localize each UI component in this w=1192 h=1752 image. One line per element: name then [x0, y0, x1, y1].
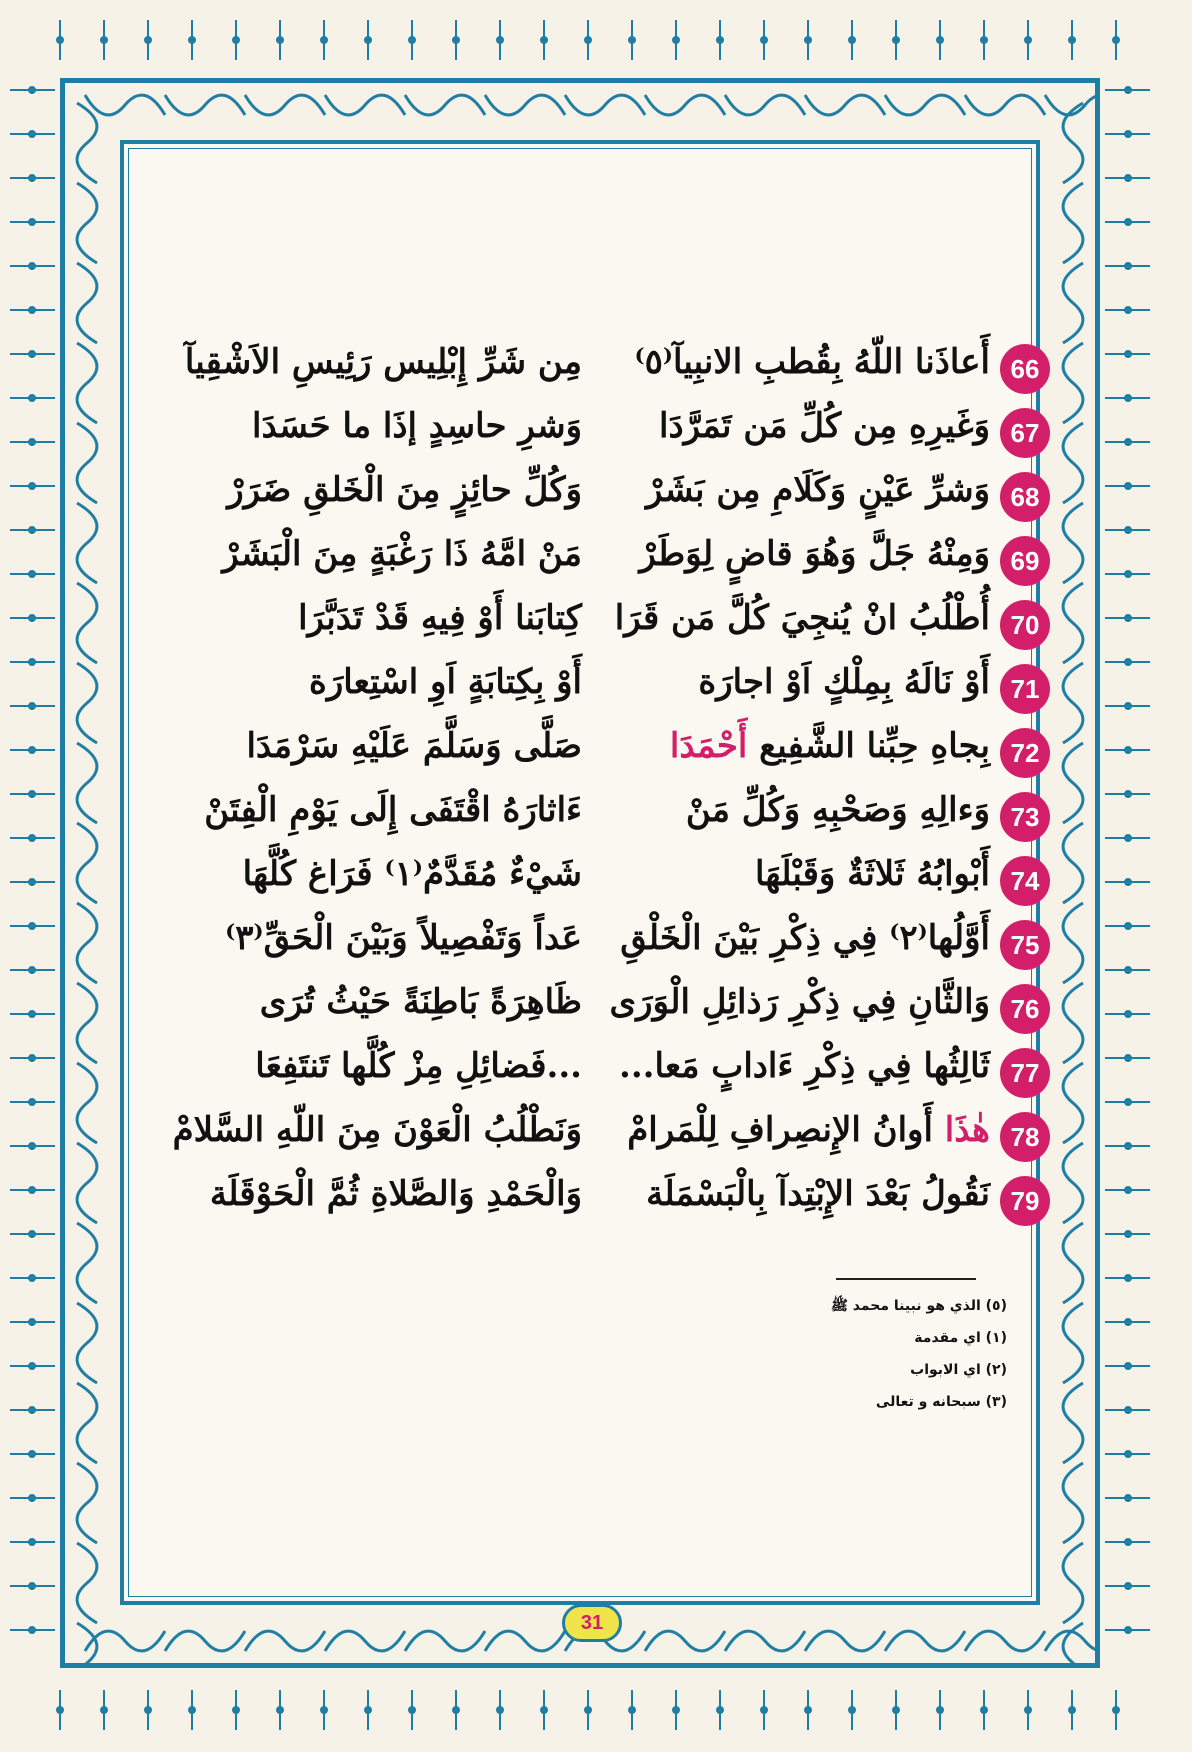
verse-number-badge: 66 — [1000, 344, 1050, 394]
footnote: (٢) اي الابواب — [910, 1362, 1007, 1378]
second-hemistich: وَالْحَمْدِ وَالصَّلاةِ ثُمَّ الْحَوْقَلَة — [209, 1174, 582, 1214]
verse-row — [140, 912, 1050, 976]
first-hemistich: أَعاذَنا اللّهُ بِقُطبِ الانبِيآ⁽٥⁾ — [634, 342, 990, 382]
first-hemistich: وَءالِهِ وَصَحْبِهِ وَكُلِّ مَنْ — [685, 790, 990, 830]
verse-row — [140, 1040, 1050, 1104]
highlighted-word: أَحْمَدَا — [669, 726, 748, 766]
second-hemistich: وَشرِ حاسِدٍ إذَا ما حَسَدَا — [252, 406, 582, 446]
first-hemistich: أُطْلُبُ انْ يُنجِيَ كُلَّ مَن قَرَا — [614, 598, 990, 638]
verse-number-badge: 76 — [1000, 984, 1050, 1034]
verse-row — [140, 464, 1050, 528]
hemistich-text: أَوانُ الإِنصِرافِ لِلْمَرامْ — [627, 1110, 933, 1150]
first-hemistich: أَوَّلُها⁽٢⁾ فِي ذِكْرِ بَيْنَ الْخَلْقِ — [620, 918, 990, 958]
second-hemistich: مِن شَرِّ إِبْلِيس رَئِيسِ الاَشْقِيآ — [184, 342, 582, 382]
verse-number-badge: 79 — [1000, 1176, 1050, 1226]
second-hemistich: مَنْ امَّهُ ذَا رَغْبَةٍ مِنَ الْبَشَرْ — [222, 534, 582, 574]
first-hemistich: ثَالِثُها فِي ذِكْرِ ءَادابٍ مَعا... — [618, 1046, 990, 1086]
first-hemistich — [610, 726, 990, 766]
verse-number-badge: 67 — [1000, 408, 1050, 458]
highlighted-word: هٰذَا — [944, 1110, 990, 1150]
verse-row — [140, 400, 1050, 464]
footnotes — [607, 1290, 1007, 1418]
first-hemistich: أَبْوابُهُ ثَلاثَةٌ وَقَبْلَهَا — [755, 854, 990, 894]
verse-list — [140, 336, 1050, 1232]
verse-row — [140, 1104, 1050, 1168]
first-hemistich: وَمِنْهُ جَلَّ وَهُوَ قاضٍ لِوَطَرْ — [639, 534, 990, 574]
first-hemistich: وَالثَّانِ فِي ذِكْرِ رَذائِلِ الْوَرَى — [609, 982, 990, 1022]
second-hemistich: أَوْ بِكِتابَةٍ اَوِ اسْتِعارَة — [309, 662, 582, 702]
verse-number-badge: 70 — [1000, 600, 1050, 650]
verse-row — [140, 656, 1050, 720]
first-hemistich: أَوْ نَالَهُ بِمِلْكٍ اَوْ اجارَة — [698, 662, 990, 702]
verse-row — [140, 1168, 1050, 1232]
second-hemistich: ...فَضائِلِ مِزْ كُلَّها تَنتَفِعَا — [255, 1046, 582, 1086]
verse-number-badge: 78 — [1000, 1112, 1050, 1162]
first-hemistich — [610, 1110, 990, 1150]
verse-number-badge: 69 — [1000, 536, 1050, 586]
footnote: (٥) الذي هو نبينا محمد ﷺ — [831, 1298, 1007, 1314]
footnote: (١) اي مقدمة — [914, 1330, 1007, 1346]
verse-row — [140, 336, 1050, 400]
second-hemistich: عَداً وَتَفْصِيلاً وَبَيْنَ الْحَقِّ⁽٣⁾ — [225, 918, 582, 958]
verse-row — [140, 528, 1050, 592]
verse-row — [140, 592, 1050, 656]
first-hemistich: نَقُولُ بَعْدَ الإِبْتِدآ بِالْبَسْمَلَة — [646, 1174, 990, 1214]
verse-row — [140, 848, 1050, 912]
footnote-separator — [836, 1278, 976, 1280]
footnote: (٣) سبحانه و تعالى — [875, 1394, 1007, 1410]
verse-number-badge: 74 — [1000, 856, 1050, 906]
page-number: 31 — [562, 1604, 622, 1642]
second-hemistich: وَنَطْلُبُ الْعَوْنَ مِنَ اللّهِ السَّلامْ — [172, 1110, 582, 1150]
verse-row — [140, 784, 1050, 848]
verse-number-badge: 68 — [1000, 472, 1050, 522]
second-hemistich: ظَاهِرَةً بَاطِنَةً حَيْثُ تُرَى — [259, 982, 582, 1022]
verse-row — [140, 976, 1050, 1040]
verse-number-badge: 71 — [1000, 664, 1050, 714]
first-hemistich: وَغَيرِهِ مِن كُلِّ مَن تَمَرَّدَا — [659, 406, 990, 446]
verse-number-badge: 72 — [1000, 728, 1050, 778]
verse-row — [140, 720, 1050, 784]
second-hemistich: وَكُلِّ حائِزٍ مِنَ الْخَلقِ ضَرَرْ — [227, 470, 582, 510]
second-hemistich: صَلَّى وَسَلَّمَ عَلَيْهِ سَرْمَدَا — [246, 726, 582, 766]
second-hemistich: شَيْءٌ مُقَدَّمٌ⁽١⁾ فَرَاغ كُلَّهَا — [242, 854, 582, 894]
second-hemistich: كِتابَنا أَوْ فِيهِ قَدْ تَدَبَّرَا — [298, 598, 582, 638]
verse-number-badge: 75 — [1000, 920, 1050, 970]
hemistich-text: بِجاهِ حِبِّنا الشَّفِيع — [759, 726, 990, 766]
verse-number-badge: 77 — [1000, 1048, 1050, 1098]
verse-number-badge: 73 — [1000, 792, 1050, 842]
first-hemistich: وَشرِّ عَيْنٍ وَكَلَامِ مِن بَشَرْ — [645, 470, 990, 510]
second-hemistich: ءَاثارَهُ اقْتَفَى إِلَى يَوْمِ الْفِتَنْ — [204, 790, 582, 830]
